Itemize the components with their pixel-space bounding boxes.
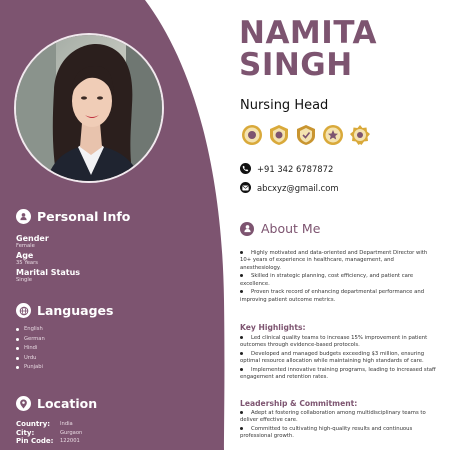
languages-list bbox=[16, 325, 113, 373]
leadership-list bbox=[240, 410, 436, 442]
leadership-heading: Leadership & Commitment: bbox=[240, 399, 358, 408]
personal-info-heading bbox=[16, 209, 130, 224]
city-row: City: Gurgaon bbox=[16, 428, 83, 437]
location-fields bbox=[16, 420, 97, 446]
marital-status-label: Marital Status bbox=[16, 268, 81, 277]
location-title: Location bbox=[37, 396, 98, 411]
name-line-1: NAMITA bbox=[239, 15, 378, 51]
languages-section bbox=[16, 303, 113, 373]
phone-row bbox=[240, 163, 333, 174]
location-section bbox=[16, 396, 97, 446]
certification-badges bbox=[241, 124, 371, 146]
phone-number[interactable]: +91 342 6787872 bbox=[257, 163, 334, 174]
list-item: German bbox=[16, 335, 113, 345]
email-icon bbox=[240, 182, 251, 193]
about-paragraphs bbox=[240, 250, 436, 306]
award-badge-3 bbox=[295, 124, 317, 146]
key-highlights-list bbox=[240, 335, 436, 383]
marital-status-value: Single bbox=[16, 277, 32, 283]
email-row bbox=[240, 182, 339, 193]
list-item: Highly motivated and data-oriented and Department Director with 10+ years of experience in healthcare, management, and anesthesiology. bbox=[240, 250, 428, 271]
list-item: Punjabi bbox=[16, 363, 113, 373]
gender-label: Gender bbox=[16, 234, 49, 243]
personal-info-fields bbox=[16, 234, 130, 284]
age-label: Age bbox=[16, 251, 34, 260]
profile-photo bbox=[14, 33, 164, 183]
award-badge-5 bbox=[349, 124, 371, 146]
job-title: Nursing Head bbox=[240, 98, 329, 113]
award-badge-1 bbox=[241, 124, 263, 146]
about-heading bbox=[240, 221, 320, 236]
gender-value: Female bbox=[16, 243, 35, 249]
award-badge-4 bbox=[322, 124, 344, 146]
list-item: Committed to cultivating high-quality results and continuous professional growth. bbox=[240, 426, 413, 440]
list-item: Adept at fostering collaboration among multidisciplinary teams to deliver effective care. bbox=[240, 410, 426, 424]
award-badge-2 bbox=[268, 124, 290, 146]
list-item: English bbox=[16, 325, 113, 335]
list-item: Developed and managed budgets exceeding $3 million, ensuring optimal resource allocation while maintaining high standards of care. bbox=[240, 351, 425, 365]
age-value: 35 Years bbox=[16, 260, 38, 266]
pin-code-row: Pin Code: 122001 bbox=[16, 437, 80, 445]
languages-title: Languages bbox=[37, 303, 114, 318]
personal-info-section bbox=[16, 209, 130, 285]
user-icon bbox=[16, 209, 31, 224]
country-row: Country: India bbox=[16, 420, 73, 428]
name-line-2: SINGH bbox=[239, 47, 353, 83]
phone-icon bbox=[240, 163, 251, 174]
list-item: Hindi bbox=[16, 344, 113, 354]
candidate-name bbox=[239, 17, 377, 81]
user-icon bbox=[240, 222, 254, 236]
list-item: Proven track record of enhancing departmental performance and improving patient outcome metrics. bbox=[240, 289, 425, 303]
email-address[interactable]: abcxyz@gmail.com bbox=[257, 182, 339, 193]
key-highlights-heading: Key Highlights: bbox=[240, 323, 306, 332]
list-item: Urdu bbox=[16, 354, 113, 364]
list-item: Implemented innovative training programs, leading to increased staff engagement and retention rates. bbox=[240, 367, 436, 381]
languages-heading bbox=[16, 303, 113, 318]
globe-icon bbox=[16, 303, 31, 318]
personal-info-title: Personal Info bbox=[37, 209, 131, 224]
list-item: Led clinical quality teams to increase 15% improvement in patient outcomes through evidence-based protocols. bbox=[240, 335, 428, 349]
location-pin-icon bbox=[16, 396, 31, 411]
list-item: Skilled in strategic planning, cost efficiency, and patient care excellence. bbox=[240, 273, 414, 287]
about-title: About Me bbox=[261, 221, 321, 236]
location-heading bbox=[16, 396, 97, 411]
